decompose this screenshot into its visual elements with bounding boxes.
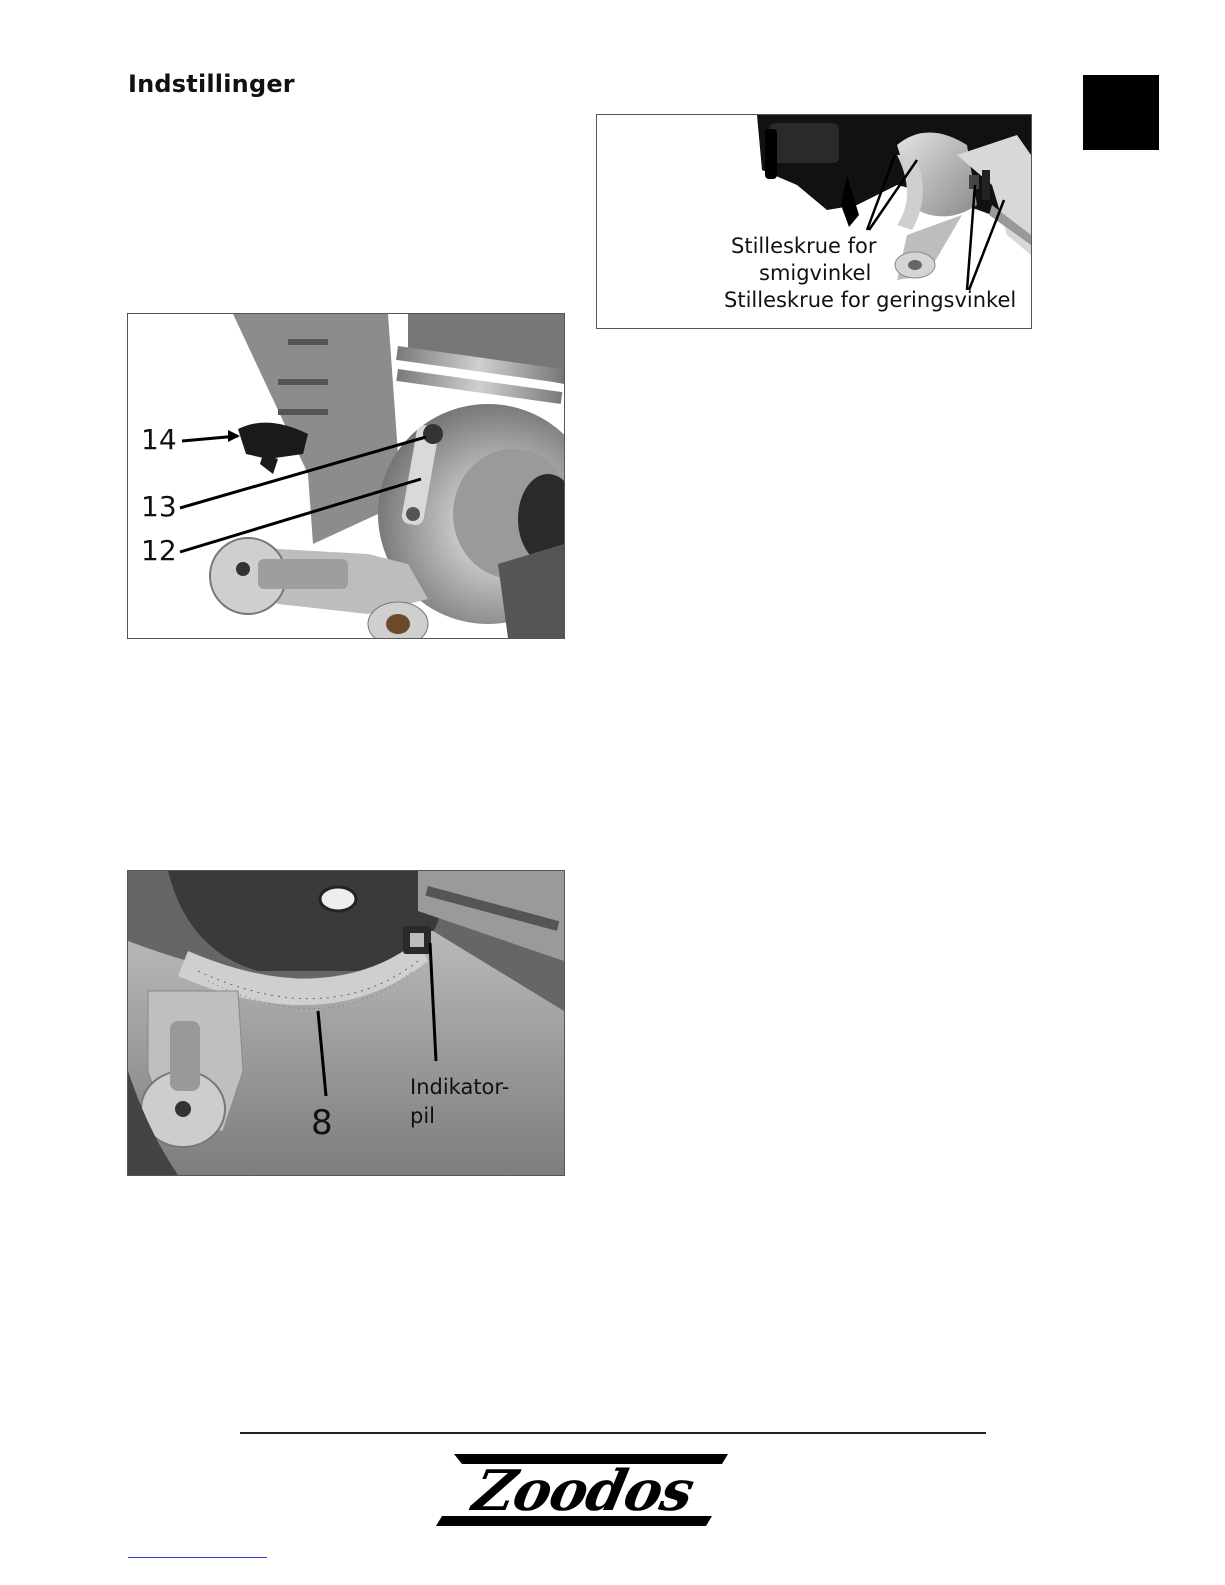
callout-13: 13: [141, 490, 177, 523]
parts-photo: [127, 313, 565, 639]
language-tab: [1083, 75, 1159, 150]
indicator-arrow-label-2: pil: [410, 1104, 435, 1128]
zoodos-logo: [432, 1450, 732, 1532]
svg-text:Zoodos: Zoodos: [467, 1458, 699, 1524]
callout-14: 14: [141, 423, 177, 456]
bevel-screw-label: Stilleskrue for: [731, 234, 877, 258]
link-underline: [128, 1557, 267, 1558]
miter-scale-photo: [127, 870, 565, 1176]
miter-scale-illustration: [128, 871, 564, 1175]
callout-12: 12: [141, 534, 177, 567]
miter-screw-label: Stilleskrue for geringsvinkel: [724, 288, 1017, 312]
parts-illustration: [128, 314, 564, 638]
bevel-screws-photo: [596, 114, 1032, 329]
footer-divider: [240, 1432, 986, 1434]
indicator-arrow-label: Indikator-: [410, 1075, 510, 1099]
callout-8: 8: [311, 1103, 333, 1143]
section-heading: Indstillinger: [128, 70, 295, 98]
bevel-screw-label-2: smigvinkel: [759, 261, 872, 285]
